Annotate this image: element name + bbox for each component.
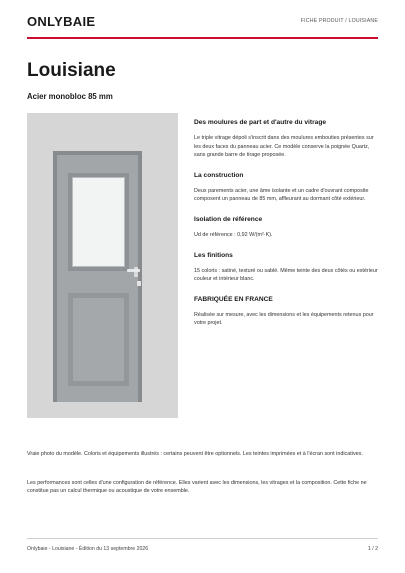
section-heading: FABRIQUÉE EN FRANCE <box>194 295 273 303</box>
product-description <box>194 119 378 340</box>
document-type-label: FICHE PRODUIT / LOUISIANE <box>300 18 378 24</box>
section-insulation <box>194 216 378 240</box>
section-construction <box>194 172 378 204</box>
brand-logo: ONLYBAIE <box>27 14 96 29</box>
frosted-glass-pane <box>72 177 125 267</box>
section-heading: Des moulures de part et d'autre du vitrage <box>194 119 327 126</box>
product-subtitle: Acier monobloc 85 mm <box>27 92 113 101</box>
door-handle-icon <box>127 269 140 272</box>
footer-divider <box>27 538 378 539</box>
section-text: Le triple vitrage dépoli s'inscrit dans des moulures embouties présentes sur les deux faces du panneau acier. Ce modèle conserve la poignée Quartz, sans grande barre de tirage proposée. <box>194 135 374 159</box>
section-heading: La construction <box>194 171 244 179</box>
section-made-in-france <box>194 296 378 328</box>
section-text: 15 coloris : satiné, texturé ou sablé. Même teinte des deux côtés ou extérieur couleur et intérieur blanc. <box>194 267 378 283</box>
page-number: 1 / 2 <box>367 546 378 552</box>
product-title: Louisiane <box>27 60 116 81</box>
section-moldings <box>194 119 378 160</box>
performance-disclaimer: Les performances sont celles d'une configuration de référence. Elles varient avec les dimensions, les vitrages et la composition. Cette fiche ne constitue pas un calcul thermique ou acoustique de votre ensemble. <box>27 479 367 495</box>
lower-panel <box>73 298 124 381</box>
photo-disclaimer: Vraie photo du modèle. Coloris et équipements illustrés : certains peuvent être optionnels. Les teintes imprimées et à l'écran sont indicatives. <box>27 451 363 457</box>
edition-info: Onlybaie - Louisiane - Édition du 13 septembre 2026 <box>27 546 149 552</box>
section-heading: Isolation de référence <box>194 215 263 223</box>
section-text: Deux parements acier, une âme isolante et un cadre d'ouvrant composite composent un panneau de 85 mm, affleurant au dormant côté extérieur. <box>194 187 369 203</box>
header-divider <box>27 37 378 39</box>
section-text: Ud de référence : 0,92 W/(m²·K). <box>194 231 273 238</box>
disclaimer-notes <box>27 450 378 516</box>
page-header <box>27 14 378 38</box>
section-heading: Les finitions <box>194 251 233 259</box>
lock-cylinder-icon <box>137 281 141 286</box>
section-finishes <box>194 252 378 284</box>
door-photo <box>27 113 178 418</box>
section-text: Réalisée sur mesure, avec les dimensions et les équipements retenus pour votre projet. <box>194 311 374 327</box>
page-footer <box>27 546 378 556</box>
